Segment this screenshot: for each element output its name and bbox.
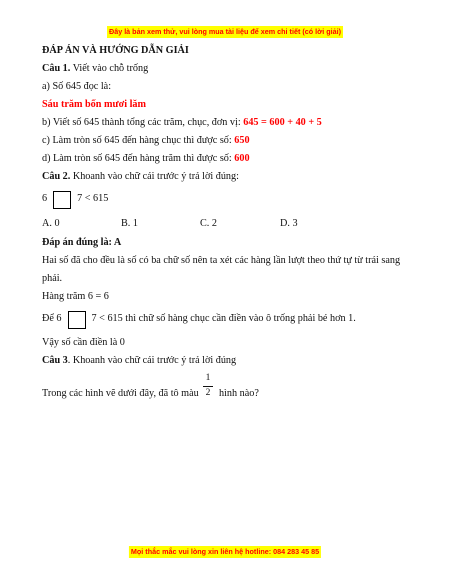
q1-part-d [42,152,250,165]
q1-part-c [42,134,250,147]
option-a: A. 0 [42,218,60,229]
q2-explain-1: Hai số đã cho đều là số có ba chữ số nên ta xét các hàng lần lượt theo thứ tự từ trái sang [42,255,401,266]
q3-text: . Khoanh vào chữ cái trước ý trả lời đúng [67,355,237,366]
q1-part-c-answer: 650 [234,135,250,146]
fraction-denominator: 2 [205,388,211,398]
fraction-numerator: 1 [205,373,211,383]
blank-box [68,311,86,329]
q1-heading [42,62,148,75]
preview-banner: Đây là bản xem thử, vui lòng mua tài liệu để xem chi tiết (có lời giải) [109,27,341,36]
option-b: B. 1 [121,218,138,229]
q3-line-right: hình nào? [219,388,259,399]
page-title: ĐÁP ÁN VÀ HƯỚNG DẪN GIẢI [42,45,189,56]
option-c: C. 2 [200,218,217,229]
q2-expr-left: 6 [42,193,48,204]
q2-explain-3: Hàng trăm 6 = 6 [42,291,109,302]
q1-part-b-answer: 645 = 600 + 40 + 5 [243,117,322,128]
option-d: D. 3 [280,218,298,229]
q2-text: Khoanh vào chữ cái trước ý trả lời đúng: [72,171,239,182]
q1-part-b [42,116,322,129]
q1-part-a-answer: Sáu trăm bốn mươi lăm [42,99,147,110]
q2-expr-right: 7 < 615 [77,193,109,204]
fraction-bar [203,386,213,387]
q1-label: Câu 1. [42,63,71,74]
q3-label: Câu 3 [42,355,68,366]
q2-heading [42,170,239,183]
hotline-banner: Mọi thắc mắc vui lòng xin liên hệ hotline: 084 283 45 85 [130,547,320,556]
q1-part-c-text: c) Làm tròn số 645 đến hàng chục thì được số: [42,135,232,146]
q1-part-d-text: d) Làm tròn số 645 đến hàng trăm thì được số: [42,153,232,164]
blank-box [53,191,71,209]
q1-text: Viết vào chỗ trống [72,63,149,74]
q1-part-b-text: b) Viết số 645 thành tổng các trăm, chục, đơn vị: [42,117,241,128]
q2-explain-2: phải. [42,273,63,284]
q2-explain-5: Vậy số cần điền là 0 [42,337,125,348]
q2-expression [42,188,108,209]
q3-heading [42,354,236,367]
q2-explain-4 [42,308,356,329]
q2-explain-4-left: Để 6 [42,313,62,324]
q2-answer: Đáp án đúng là: A [42,237,122,248]
q2-explain-4-right: 7 < 615 thì chữ số hàng chục cần điền vào ô trống phải bé hơn 1. [91,313,356,324]
q1-part-d-answer: 600 [234,153,250,164]
q2-label: Câu 2. [42,171,71,182]
q3-line-left: Trong các hình vẽ dưới đây, đã tô màu [42,388,199,399]
q1-part-a: a) Số 645 đọc là: [42,81,112,92]
